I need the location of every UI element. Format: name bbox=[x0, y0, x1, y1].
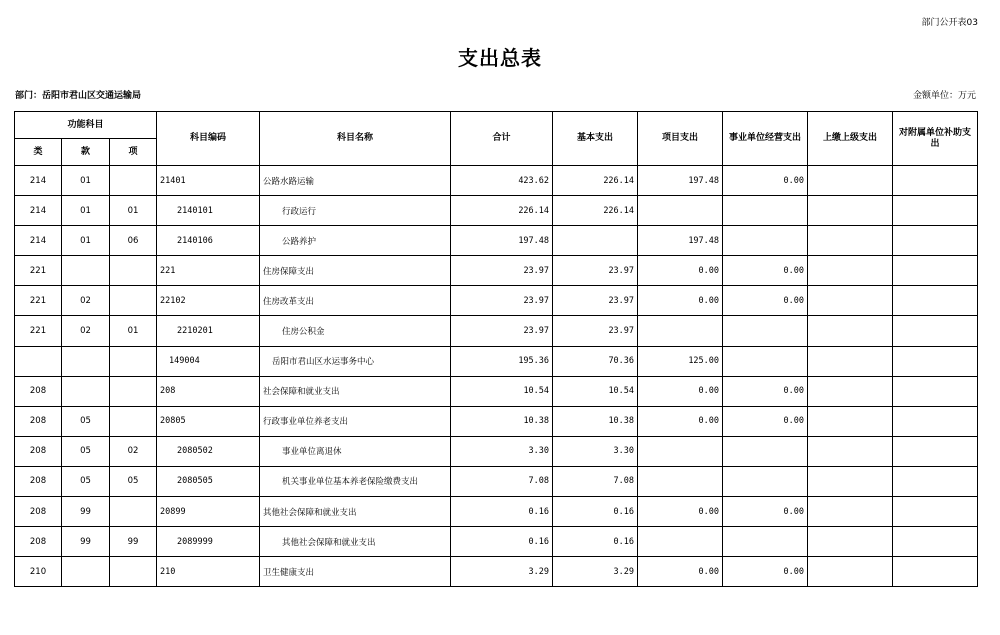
cell-xiang bbox=[110, 166, 157, 196]
header-basic: 基本支出 bbox=[553, 112, 638, 166]
cell-upper bbox=[808, 316, 893, 346]
cell-name: 机关事业单位基本养老保险缴费支出 bbox=[260, 466, 451, 496]
cell-xiang bbox=[110, 346, 157, 376]
cell-code: 2080505 bbox=[157, 466, 260, 496]
cell-name: 其他社会保障和就业支出 bbox=[260, 527, 451, 557]
header-total: 合计 bbox=[451, 112, 553, 166]
cell-lei: 210 bbox=[15, 557, 62, 587]
cell-xiang: 01 bbox=[110, 196, 157, 226]
cell-subsidy bbox=[893, 436, 978, 466]
cell-upper bbox=[808, 166, 893, 196]
cell-business: 0.00 bbox=[723, 376, 808, 406]
cell-business: 0.00 bbox=[723, 166, 808, 196]
cell-upper bbox=[808, 436, 893, 466]
cell-upper bbox=[808, 346, 893, 376]
cell-code: 20805 bbox=[157, 406, 260, 436]
cell-project bbox=[638, 316, 723, 346]
cell-business bbox=[723, 226, 808, 256]
cell-basic: 7.08 bbox=[553, 466, 638, 496]
cell-kuan: 01 bbox=[62, 166, 110, 196]
cell-project: 0.00 bbox=[638, 286, 723, 316]
table-row bbox=[15, 286, 978, 316]
cell-subsidy bbox=[893, 466, 978, 496]
cell-code: 208 bbox=[157, 376, 260, 406]
cell-upper bbox=[808, 527, 893, 557]
cell-subsidy bbox=[893, 196, 978, 226]
cell-name: 社会保障和就业支出 bbox=[260, 376, 451, 406]
cell-upper bbox=[808, 466, 893, 496]
table-row bbox=[15, 527, 978, 557]
cell-business: 0.00 bbox=[723, 497, 808, 527]
cell-kuan: 02 bbox=[62, 316, 110, 346]
cell-code: 149004 bbox=[157, 346, 260, 376]
cell-business bbox=[723, 316, 808, 346]
cell-total: 10.38 bbox=[451, 406, 553, 436]
cell-subsidy bbox=[893, 497, 978, 527]
cell-upper bbox=[808, 376, 893, 406]
cell-business bbox=[723, 346, 808, 376]
cell-kuan bbox=[62, 557, 110, 587]
cell-total: 23.97 bbox=[451, 286, 553, 316]
cell-lei: 214 bbox=[15, 166, 62, 196]
cell-code: 2089999 bbox=[157, 527, 260, 557]
cell-kuan bbox=[62, 346, 110, 376]
cell-kuan: 99 bbox=[62, 497, 110, 527]
cell-total: 226.14 bbox=[451, 196, 553, 226]
header-business: 事业单位经营支出 bbox=[723, 112, 808, 166]
cell-xiang: 05 bbox=[110, 466, 157, 496]
cell-code: 2140101 bbox=[157, 196, 260, 226]
cell-xiang: 01 bbox=[110, 316, 157, 346]
cell-code: 2140106 bbox=[157, 226, 260, 256]
cell-name: 事业单位离退休 bbox=[260, 436, 451, 466]
cell-lei: 221 bbox=[15, 316, 62, 346]
cell-lei: 208 bbox=[15, 376, 62, 406]
cell-subsidy bbox=[893, 166, 978, 196]
cell-kuan: 01 bbox=[62, 226, 110, 256]
cell-basic: 10.54 bbox=[553, 376, 638, 406]
cell-basic: 3.30 bbox=[553, 436, 638, 466]
cell-name: 行政事业单位养老支出 bbox=[260, 406, 451, 436]
cell-xiang bbox=[110, 286, 157, 316]
cell-kuan: 05 bbox=[62, 466, 110, 496]
cell-xiang bbox=[110, 376, 157, 406]
cell-basic: 23.97 bbox=[553, 256, 638, 286]
cell-total: 197.48 bbox=[451, 226, 553, 256]
cell-basic: 0.16 bbox=[553, 527, 638, 557]
cell-business bbox=[723, 196, 808, 226]
cell-kuan bbox=[62, 376, 110, 406]
cell-kuan: 01 bbox=[62, 196, 110, 226]
cell-lei: 214 bbox=[15, 226, 62, 256]
department-label: 部门：岳阳市君山区交通运输局 bbox=[15, 91, 142, 101]
cell-total: 3.29 bbox=[451, 557, 553, 587]
cell-project: 197.48 bbox=[638, 166, 723, 196]
cell-kuan: 05 bbox=[62, 406, 110, 436]
cell-name: 住房保障支出 bbox=[260, 256, 451, 286]
table-row bbox=[15, 406, 978, 436]
table-row bbox=[15, 436, 978, 466]
cell-total: 195.36 bbox=[451, 346, 553, 376]
table-row bbox=[15, 256, 978, 286]
cell-business bbox=[723, 466, 808, 496]
cell-business: 0.00 bbox=[723, 557, 808, 587]
cell-xiang bbox=[110, 557, 157, 587]
cell-project bbox=[638, 436, 723, 466]
cell-code: 221 bbox=[157, 256, 260, 286]
cell-code: 210 bbox=[157, 557, 260, 587]
cell-basic: 10.38 bbox=[553, 406, 638, 436]
cell-basic: 23.97 bbox=[553, 316, 638, 346]
cell-total: 23.97 bbox=[451, 316, 553, 346]
cell-kuan: 99 bbox=[62, 527, 110, 557]
cell-subsidy bbox=[893, 226, 978, 256]
cell-code: 22102 bbox=[157, 286, 260, 316]
cell-subsidy bbox=[893, 346, 978, 376]
cell-lei: 208 bbox=[15, 436, 62, 466]
cell-xiang: 02 bbox=[110, 436, 157, 466]
cell-subsidy bbox=[893, 286, 978, 316]
cell-business bbox=[723, 527, 808, 557]
table-row bbox=[15, 557, 978, 587]
cell-business: 0.00 bbox=[723, 286, 808, 316]
cell-basic: 23.97 bbox=[553, 286, 638, 316]
cell-name: 住房改革支出 bbox=[260, 286, 451, 316]
cell-lei: 208 bbox=[15, 466, 62, 496]
cell-subsidy bbox=[893, 406, 978, 436]
cell-total: 10.54 bbox=[451, 376, 553, 406]
table-row bbox=[15, 196, 978, 226]
cell-project: 0.00 bbox=[638, 557, 723, 587]
cell-project bbox=[638, 196, 723, 226]
cell-upper bbox=[808, 256, 893, 286]
cell-project: 125.00 bbox=[638, 346, 723, 376]
cell-kuan bbox=[62, 256, 110, 286]
table-row bbox=[15, 466, 978, 496]
cell-total: 23.97 bbox=[451, 256, 553, 286]
cell-subsidy bbox=[893, 527, 978, 557]
cell-lei: 208 bbox=[15, 527, 62, 557]
cell-basic: 226.14 bbox=[553, 166, 638, 196]
cell-code: 21401 bbox=[157, 166, 260, 196]
cell-project: 0.00 bbox=[638, 376, 723, 406]
cell-basic: 226.14 bbox=[553, 196, 638, 226]
cell-project bbox=[638, 466, 723, 496]
table-row bbox=[15, 497, 978, 527]
cell-kuan: 05 bbox=[62, 436, 110, 466]
cell-xiang: 99 bbox=[110, 527, 157, 557]
cell-lei: 221 bbox=[15, 256, 62, 286]
cell-upper bbox=[808, 557, 893, 587]
cell-xiang bbox=[110, 497, 157, 527]
cell-upper bbox=[808, 226, 893, 256]
cell-lei: 208 bbox=[15, 497, 62, 527]
table-row bbox=[15, 166, 978, 196]
expenditure-table bbox=[14, 111, 978, 587]
cell-xiang bbox=[110, 406, 157, 436]
table-row bbox=[15, 226, 978, 256]
cell-project: 0.00 bbox=[638, 497, 723, 527]
cell-total: 0.16 bbox=[451, 497, 553, 527]
cell-lei: 221 bbox=[15, 286, 62, 316]
cell-total: 3.30 bbox=[451, 436, 553, 466]
cell-basic: 3.29 bbox=[553, 557, 638, 587]
cell-project bbox=[638, 527, 723, 557]
cell-name: 卫生健康支出 bbox=[260, 557, 451, 587]
cell-project: 0.00 bbox=[638, 406, 723, 436]
cell-subsidy bbox=[893, 557, 978, 587]
header-code: 科目编码 bbox=[157, 112, 260, 166]
cell-upper bbox=[808, 406, 893, 436]
header-xiang: 项 bbox=[110, 139, 157, 166]
cell-name: 其他社会保障和就业支出 bbox=[260, 497, 451, 527]
cell-subsidy bbox=[893, 376, 978, 406]
cell-total: 423.62 bbox=[451, 166, 553, 196]
cell-code: 2210201 bbox=[157, 316, 260, 346]
cell-lei: 208 bbox=[15, 406, 62, 436]
cell-basic: 0.16 bbox=[553, 497, 638, 527]
cell-upper bbox=[808, 286, 893, 316]
amount-unit-label: 金额单位：万元 bbox=[912, 91, 976, 101]
header-upper: 上缴上级支出 bbox=[808, 112, 893, 166]
table-row bbox=[15, 376, 978, 406]
page-title: 支出总表 bbox=[458, 46, 542, 70]
header-project: 项目支出 bbox=[638, 112, 723, 166]
header-func-subject: 功能科目 bbox=[15, 112, 157, 139]
header-subsidy: 对附属单位补助支出 bbox=[893, 112, 978, 166]
cell-subsidy bbox=[893, 256, 978, 286]
cell-basic bbox=[553, 226, 638, 256]
table-row bbox=[15, 346, 978, 376]
cell-project: 0.00 bbox=[638, 256, 723, 286]
cell-business: 0.00 bbox=[723, 406, 808, 436]
cell-total: 0.16 bbox=[451, 527, 553, 557]
table-row bbox=[15, 316, 978, 346]
header-name: 科目名称 bbox=[260, 112, 451, 166]
cell-basic: 70.36 bbox=[553, 346, 638, 376]
cell-name: 住房公积金 bbox=[260, 316, 451, 346]
cell-upper bbox=[808, 196, 893, 226]
cell-xiang bbox=[110, 256, 157, 286]
cell-kuan: 02 bbox=[62, 286, 110, 316]
cell-lei bbox=[15, 346, 62, 376]
cell-name: 岳阳市君山区水运事务中心 bbox=[260, 346, 451, 376]
cell-project: 197.48 bbox=[638, 226, 723, 256]
header-kuan: 款 bbox=[62, 139, 110, 166]
cell-name: 公路养护 bbox=[260, 226, 451, 256]
cell-business bbox=[723, 436, 808, 466]
header-lei: 类 bbox=[15, 139, 62, 166]
cell-code: 20899 bbox=[157, 497, 260, 527]
cell-total: 7.08 bbox=[451, 466, 553, 496]
cell-business: 0.00 bbox=[723, 256, 808, 286]
cell-xiang: 06 bbox=[110, 226, 157, 256]
cell-code: 2080502 bbox=[157, 436, 260, 466]
cell-subsidy bbox=[893, 316, 978, 346]
cell-name: 行政运行 bbox=[260, 196, 451, 226]
cell-upper bbox=[808, 497, 893, 527]
cell-lei: 214 bbox=[15, 196, 62, 226]
form-number: 部门公开表03 bbox=[921, 18, 978, 28]
cell-name: 公路水路运输 bbox=[260, 166, 451, 196]
